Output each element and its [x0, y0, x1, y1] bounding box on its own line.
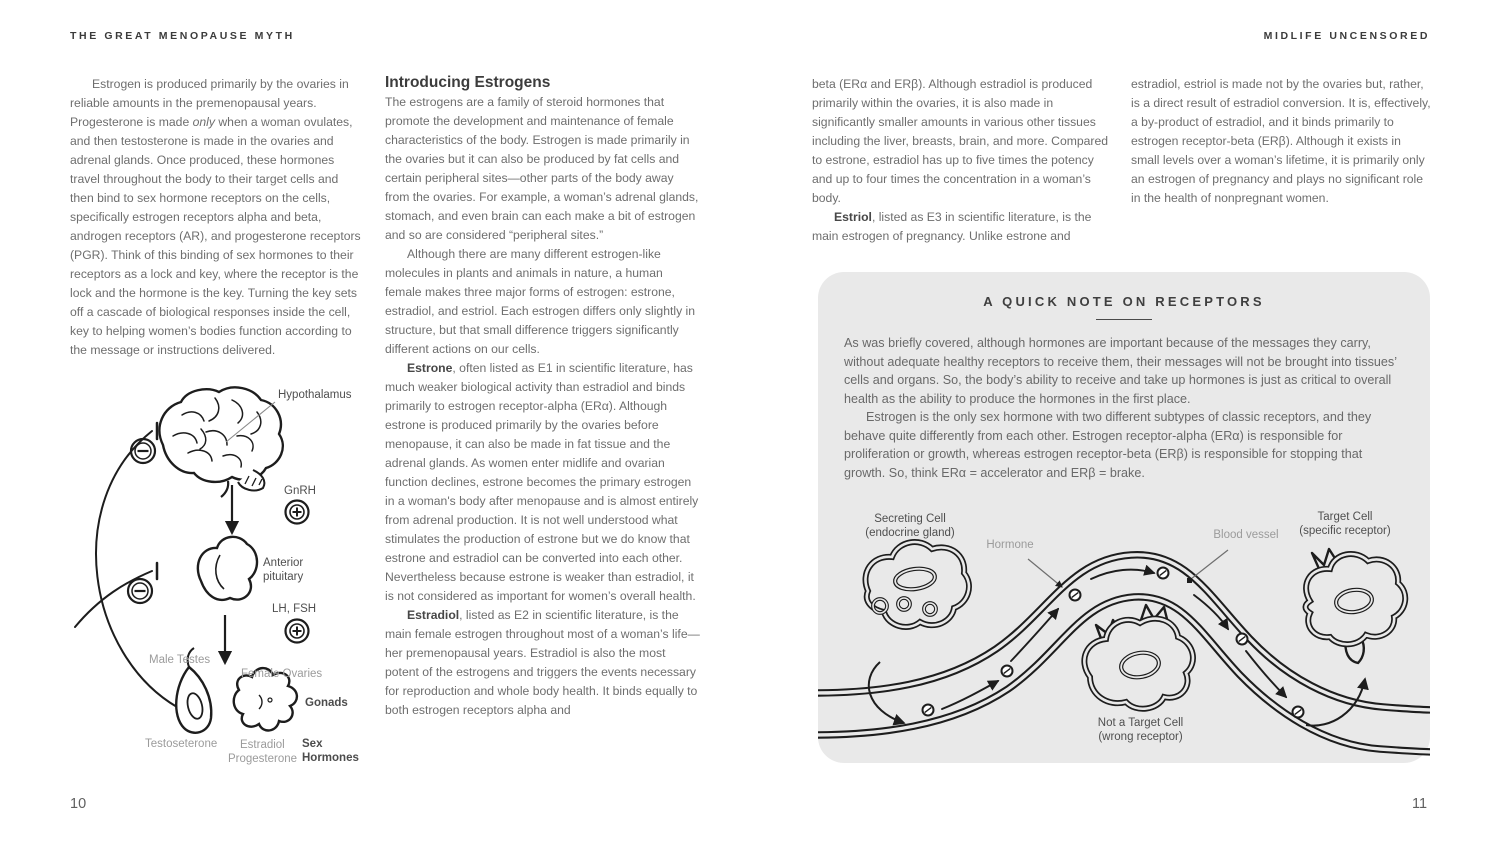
label-not-target-cell: Not a Target Cell (wrong receptor)	[1097, 717, 1184, 743]
hormone-transport-diagram	[818, 505, 1430, 763]
label-testosterone: Testoseterone	[145, 738, 218, 750]
paragraph-text: , often listed as E1 in scientific literature, has much weaker biological activity than estradiol and binds primarily to estrogen receptor-alpha (ERα). Although estrone is produced primarily by the ovaries before menopause, it can also be made in fat tissue and the adrenal glands. As women enter midlife and ovarian function declines, estrone becomes the primary estrogen in a woman's body after menopause and is almost entirely from adrenal production. It is not well understood what stimulates the production of estrone but we do know that estrone and estradiol can be converted into each other. Nevertheless because estrone is weaker than estradiol, it is not considered as important for women’s overall health.	[385, 361, 699, 603]
label-blood-vessel: Blood vessel	[1213, 529, 1279, 541]
blood-vessel-pointer-line	[1191, 550, 1228, 579]
hpg-axis-diagram	[60, 385, 370, 785]
paragraph: As was briefly covered, although hormones are important because of the messages they carry, without adequate healthy receptors to receive them, their messages will not be brought into tissues’ cells and organs. So, the body’s ability to receive and take up hormones is just as critical to overall health as the ability to produce the hormones in the first place.	[844, 336, 1397, 406]
note-box-text	[844, 334, 1404, 482]
paragraph: Although there are many different estrogen-like molecules in plants and animals in nature, a human female makes three major forms of estrogen: estrone, estradiol, and estriol. Each estrogen differs only slightly in structure, but that small difference triggers significantly different actions on our cells.	[385, 247, 696, 356]
paragraph: beta (ERα and ERβ). Although estradiol is produced primarily within the ovaries, it is also made in significantly smaller amounts in various other tissues including the liver, breasts, brain, and more. Compared to estrone, estradiol has up to five times the potency and up to four times the concentration in a woman’s body.	[812, 77, 1109, 205]
label-female-ovaries: Female Ovaries	[241, 668, 323, 680]
right-column-1	[812, 75, 1112, 246]
label-lh-fsh: LH, FSH	[272, 603, 317, 615]
paragraph-estradiol	[385, 606, 700, 720]
pituitary-icon	[198, 537, 257, 600]
section-heading: Introducing Estrogens	[385, 74, 551, 91]
label-anterior-pituitary: Anterior pituitary	[263, 557, 304, 583]
label-hormone: Hormone	[986, 539, 1034, 551]
minus-circle-icon	[128, 439, 155, 603]
brain-icon	[159, 387, 282, 497]
label-gnrh: GnRH	[284, 485, 316, 497]
label-hypothalamus: Hypothalamus	[278, 389, 352, 401]
paragraph-text: , listed as E2 in scientific literature, is the main female estrogen throughout most of a woman’s life—her premenopausal years. Estradiol is also the most potent of the estrogens and triggers the events necessary for reproduction and whole body health. It binds equally to both estrogen receptors alpha and	[385, 608, 700, 717]
page-number-left: 10	[70, 796, 87, 812]
paragraph-text: Estrogen is produced primarily by the ovaries in reliable amounts in the premenopausal years. Progesterone is made	[70, 77, 349, 129]
right-column-2	[1131, 75, 1432, 208]
hormone-pointer-line	[1028, 559, 1062, 587]
paragraph: estradiol, estriol is made not by the ovaries but, rather, is a direct result of estradiol conversion. It is, effectively, a by-product of estradiol, and it binds primarily to estrogen receptor-beta (ERβ). Although it exists in small levels over a woman’s lifetime, it is primarily only an estrogen of pregnancy and plays no significant role in the health of nonpregnant women.	[1131, 77, 1431, 205]
secreting-cell-icon	[865, 542, 968, 627]
label-target-cell: Target Cell (specific receptor)	[1299, 511, 1391, 537]
bold-term: Estriol	[834, 210, 872, 224]
paragraph-intro	[70, 75, 365, 360]
title-divider	[1096, 319, 1152, 320]
label-secreting-cell: Secreting Cell (endocrine gland)	[865, 513, 955, 539]
left-column-1	[70, 75, 365, 360]
paragraph: Estrogen is the only sex hormone with two different subtypes of classic receptors, and they behave quite differently from each other. Estrogen receptor-alpha (ERα) is responsible for proliferation or growth, whereas estrogen receptor-beta (ERβ) is responsible for stopping that growth. So, think ERα = accelerator and ERβ = brake.	[844, 410, 1372, 480]
label-sex-hormones: Sex Hormones	[302, 738, 359, 764]
label-progesterone: Progesterone	[228, 753, 298, 765]
paragraph-text: when a woman ovulates, and then testosterone is made in the ovaries and adrenal glands. Once produced, these hormones travel throughout the body to their target cells and then bind to sex hormone receptors on the cells, specifically estrogen receptors alpha and beta, androgen receptors (AR), and progesterone receptors (PGR). Think of this binding of sex hormones to their receptors as a lock and key, where the receptor is the lock and the hormone is the key. Turning the key sets off a cascade of biological responses inside the cell, key to helping women’s bodies function according to the message or instructions delivered.	[70, 115, 361, 357]
target-cell-icon	[1306, 549, 1406, 663]
label-male-testes: Male Testes	[149, 654, 211, 666]
italic-word: only	[192, 115, 215, 129]
page-number-right: 11	[1412, 796, 1428, 812]
label-estradiol: Estradiol	[240, 739, 285, 751]
paragraph-estrone	[385, 359, 700, 606]
running-head-left: THE GREAT MENOPAUSE MYTH	[70, 30, 295, 42]
bold-term: Estradiol	[407, 608, 460, 622]
paragraph-text: , listed as E3 in scientific literature, is the main estrogen of pregnancy. Unlike estrone and	[812, 210, 1092, 243]
running-head-right: MIDLIFE UNCENSORED	[1263, 30, 1430, 42]
hpg-axis-illustration	[60, 385, 370, 785]
receptors-note-box	[818, 272, 1430, 763]
label-gonads: Gonads	[305, 697, 348, 709]
bold-term: Estrone	[407, 361, 453, 375]
not-target-cell-icon	[1084, 605, 1193, 709]
paragraph-estriol	[812, 208, 1112, 246]
note-box-title: A QUICK NOTE ON RECEPTORS	[983, 294, 1265, 309]
blood-vessel-pointer-dot	[1187, 578, 1192, 583]
left-column-2	[385, 73, 700, 720]
paragraph: The estrogens are a family of steroid hormones that promote the development and maintenance of female characteristics of the body. Estrogen is made primarily in the ovaries but it can also be produced by fat cells and certain peripheral sites—other parts of the body away from the ovaries. For example, a woman’s adrenal glands, stomach, and even brain can each make a bit of estrogen and so are considered “peripheral sites.”	[385, 95, 699, 242]
